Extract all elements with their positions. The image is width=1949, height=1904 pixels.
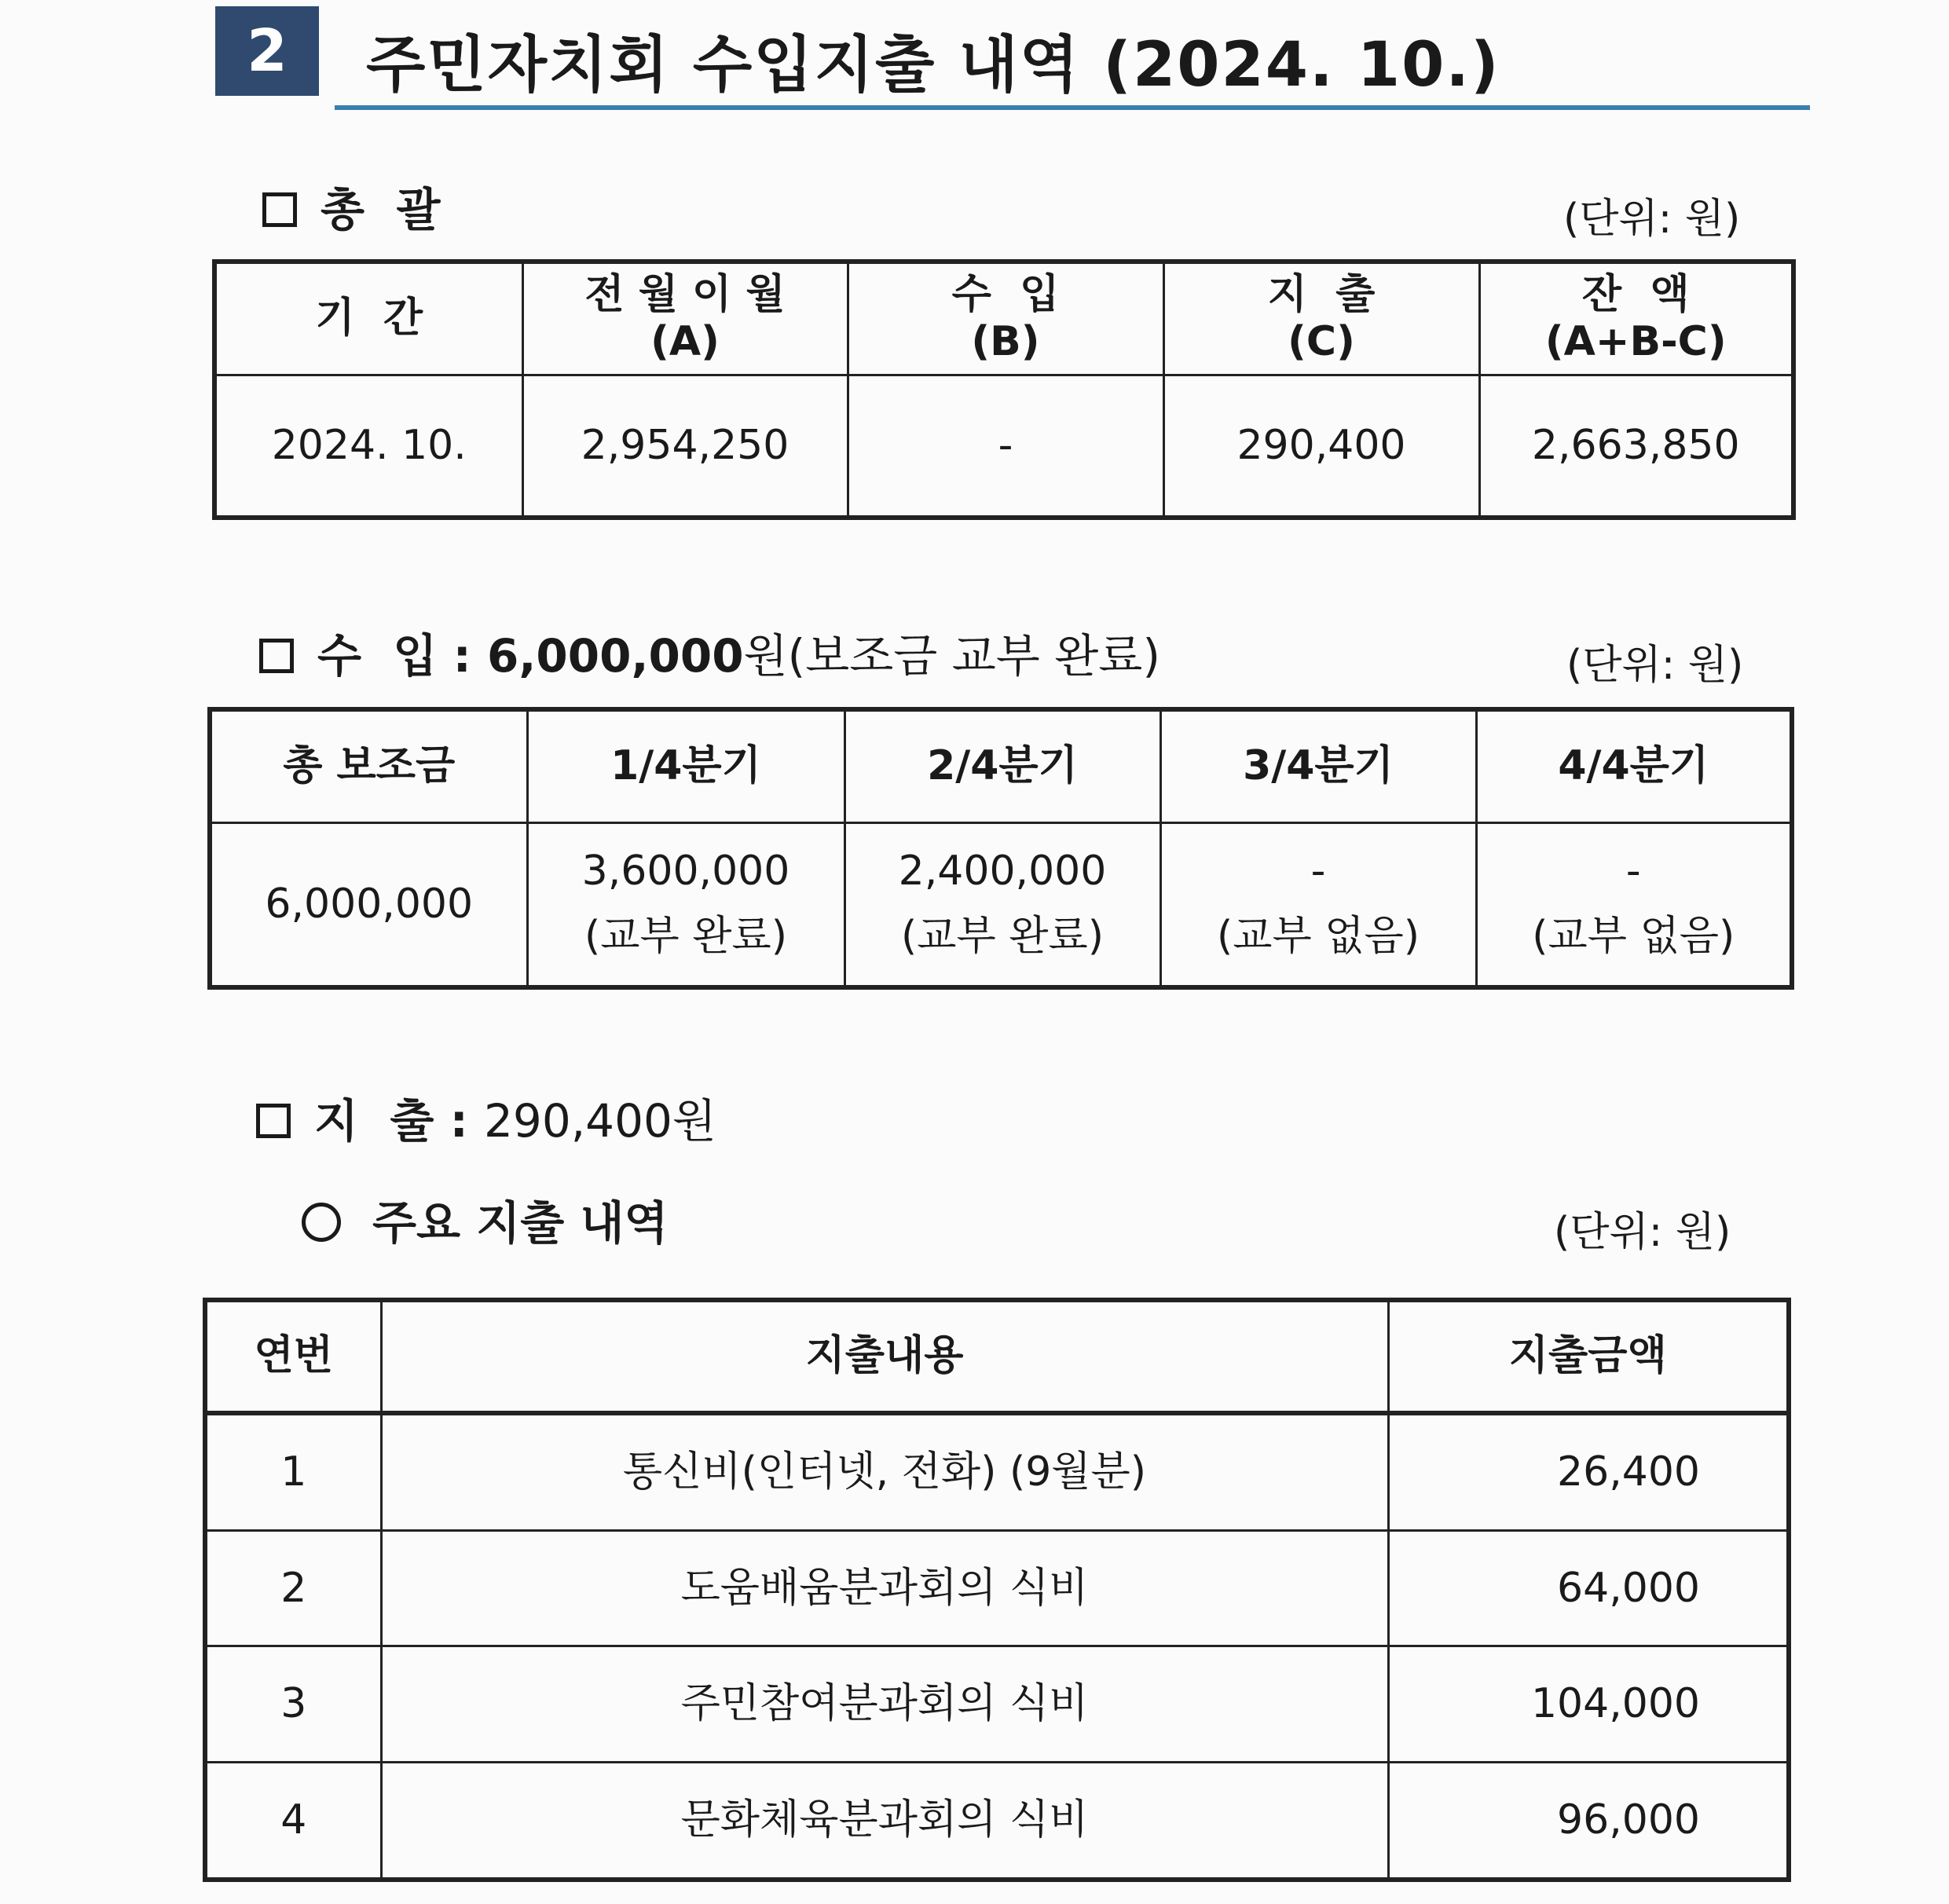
expense-row-amount: 64,000 [1388,1531,1789,1646]
summary-header-cell: 수 입 (B) [848,262,1163,375]
section-number-badge: 2 [215,6,319,96]
income-header-cell: 1/4분기 [527,709,844,822]
expense-row-amount: 104,000 [1388,1646,1789,1762]
expense-table [203,1298,1791,1882]
summary-period: 2024. 10. [214,375,522,518]
summary-header-row [214,262,1793,375]
summary-balance: 2,663,850 [1479,375,1793,518]
income-heading-suffix: 원(보조금 교부 완료) [743,629,1160,683]
summary-header-cell: 지 출 (C) [1163,262,1479,375]
expense-row-description: 문화체육분과회의 식비 [381,1762,1388,1880]
expense-row-description: 통신비(인터넷, 전화) (9월분) [381,1413,1388,1531]
income-total: 6,000,000 [210,822,527,987]
income-unit-label: (단위: 원) [1566,642,1744,689]
expense-row-amount: 26,400 [1388,1413,1789,1531]
expense-row-number: 2 [205,1531,381,1646]
income-header-cell: 4/4분기 [1476,709,1792,822]
income-heading-label: 수 입 : [317,629,471,683]
checkbox-square-icon [256,1104,291,1138]
expense-row-description: 주민참여분과회의 식비 [381,1646,1388,1762]
table-row [205,1646,1789,1762]
expense-subheading-text: 주요 지출 내역 [372,1196,669,1250]
expense-row-description: 도움배움분과회의 식비 [381,1531,1388,1646]
expense-heading-label: 지 출 : [314,1094,468,1148]
income-table [207,707,1794,990]
expense-row-number: 4 [205,1762,381,1880]
expense-header-cell: 지출금액 [1388,1300,1789,1413]
table-row [205,1762,1789,1880]
summary-header-cell: 잔 액 (A+B-C) [1479,262,1793,375]
income-header-row [210,709,1792,822]
expense-heading [256,1084,716,1150]
summary-header-cell: 전 월 이 월 (A) [522,262,848,375]
summary-carryover: 2,954,250 [522,375,848,518]
income-data-row [210,822,1792,987]
income-header-cell: 3/4분기 [1160,709,1476,822]
income-quarter-cell: - (교부 없음) [1160,822,1476,987]
expense-header-cell: 연번 [205,1300,381,1413]
income-header-cell: 2/4분기 [844,709,1160,822]
summary-unit-label: (단위: 원) [1563,196,1741,243]
expense-header-cell: 지출내용 [381,1300,1388,1413]
expense-unit-label: (단위: 원) [1554,1209,1731,1256]
summary-expense: 290,400 [1163,375,1479,518]
income-heading-amount: 6,000,000 [487,629,744,683]
expense-subheading [302,1186,669,1252]
summary-heading [262,173,440,239]
expense-header-row [205,1300,1789,1413]
summary-table [212,259,1796,520]
income-header-cell: 총 보조금 [210,709,527,822]
summary-heading-text: 총 괄 [321,183,441,236]
income-heading [259,619,1160,685]
expense-row-number: 3 [205,1646,381,1762]
summary-income: - [848,375,1163,518]
income-quarter-cell: 2,400,000 (교부 완료) [844,822,1160,987]
title-underline [335,105,1810,110]
table-row [205,1531,1789,1646]
section-title: 주민자치회 수입지출 내역 (2024. 10.) [366,30,1500,101]
income-quarter-cell: - (교부 없음) [1476,822,1792,987]
summary-header-cell: 기 간 [214,262,522,375]
expense-row-amount: 96,000 [1388,1762,1789,1880]
expense-row-number: 1 [205,1413,381,1531]
checkbox-square-icon [259,639,294,673]
income-quarter-cell: 3,600,000 (교부 완료) [527,822,844,987]
checkbox-square-icon [262,192,297,227]
circle-bullet-icon [302,1203,341,1242]
table-row [205,1413,1789,1531]
summary-data-row [214,375,1793,518]
expense-heading-amount: 290,400원 [484,1094,716,1148]
